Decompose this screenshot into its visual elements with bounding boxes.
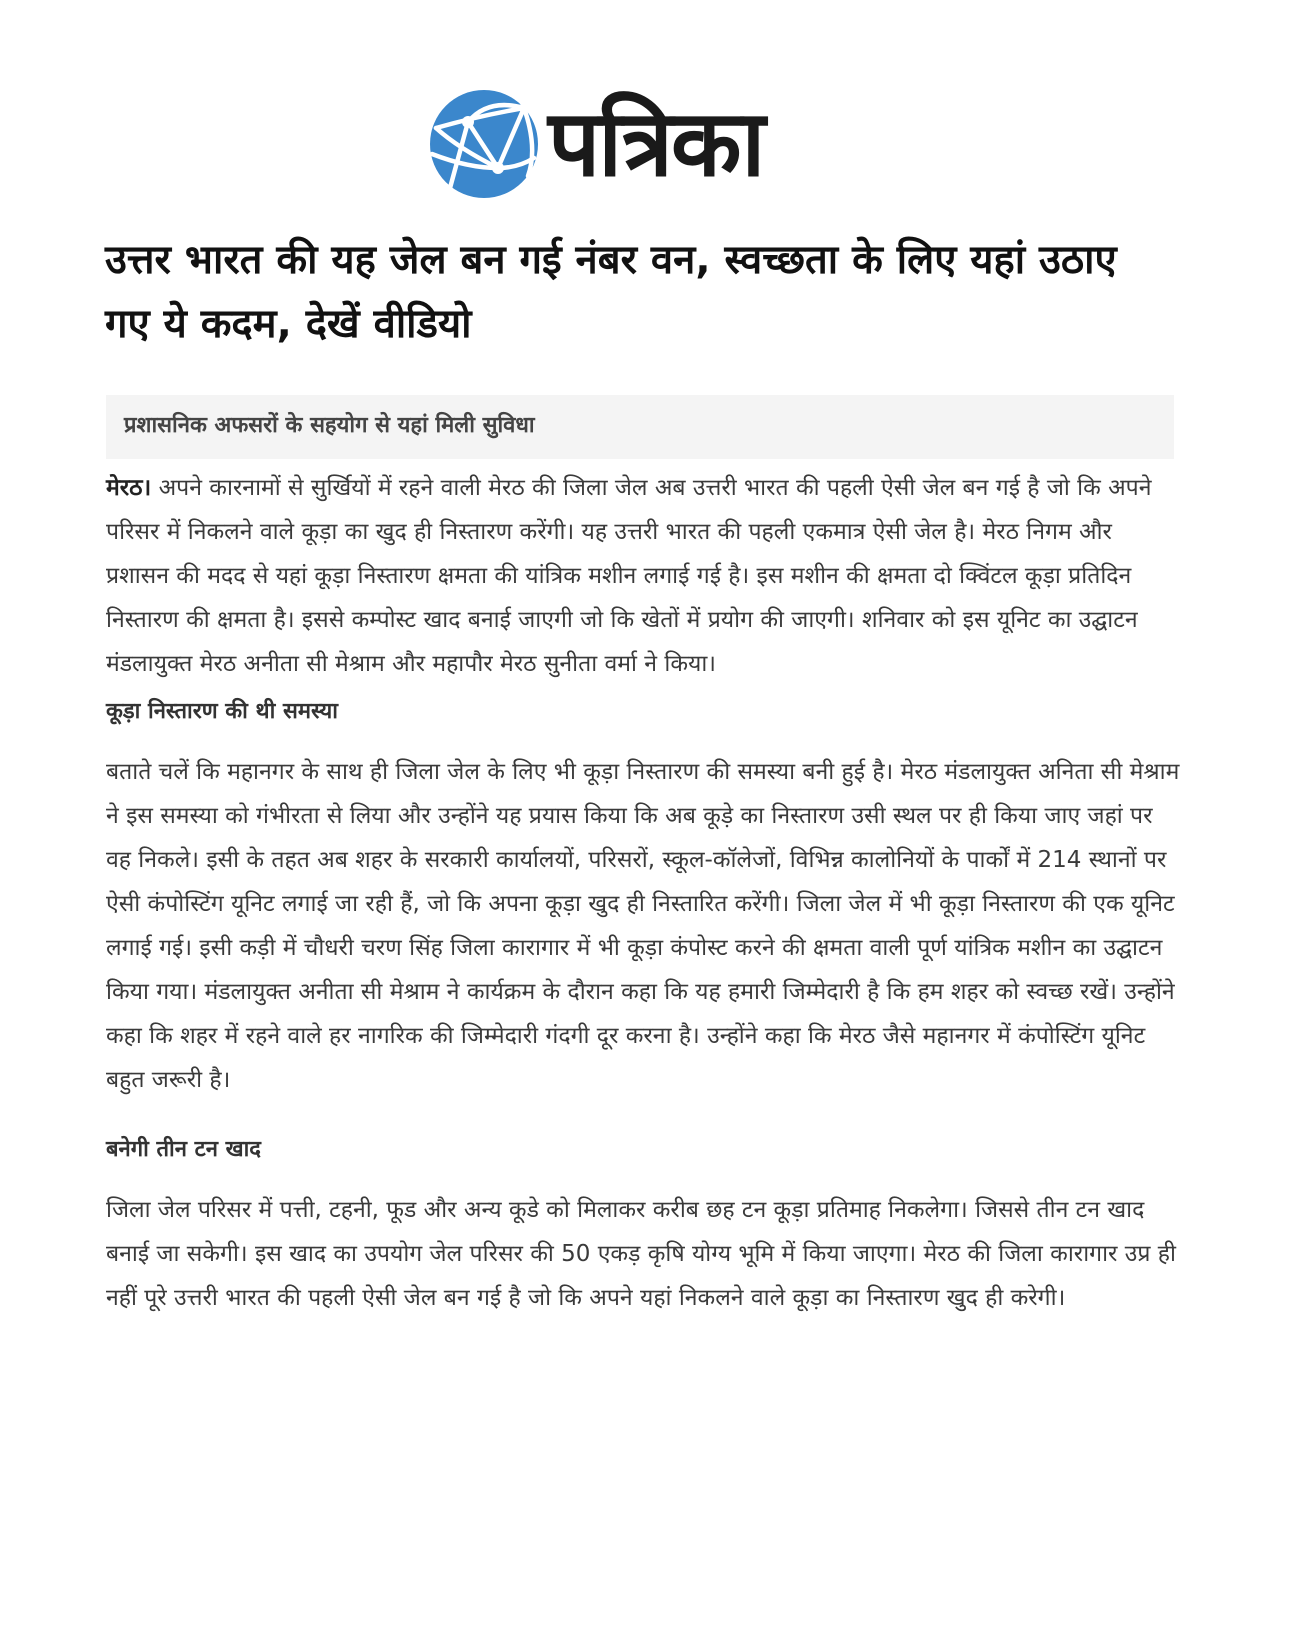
section-paragraph: बताते चलें कि महानगर के साथ ही जिला जेल के लिए भी कूड़ा निस्तारण की समस्या बनी हुई है। मेरठ मंडलायुक्त अनिता सी मेश्राम ने इस समस्या को गंभीरता से लिया और उन्होंने यह प्रयास किया कि अब कूड़े का निस्तारण उसी स्थल पर ही किया जाए जहां पर वह निकले। इसी के तहत अब शहर के सरकारी कार्यालयों, परिसरों, स्कूल-कॉलेजों, विभिन्न कालोनियों के पार्कों में 214 स्थानों पर ऐसी कंपोस्टिंग यूनिट लगाई जा रही हैं, जो कि अपना कूड़ा खुद ही निस्तारित करेंगी। जिला जेल में भी कूड़ा निस्तारण की एक यूनिट लगाई गई। इसी कड़ी में चौधरी चरण सिंह जिला कारागार में भी कूड़ा कंपोस्ट करने की क्षमता वाली पूर्ण यांत्रिक मशीन का उद्घाटन किया गया। मंडलायुक्त अनीता सी मेश्राम ने कार्यक्रम के दौरान कहा कि यह हमारी जिम्मेदारी है कि हम शहर को स्वच्छ रखें। उन्होंने कहा कि शहर में रहने वाले हर नागरिक की जिम्मेदारी गंदगी दूर करना है। उन्होंने कहा कि मेरठ जैसे महानगर में कंपोस्टिंग यूनिट बहुत जरूरी है। <box>106 759 1180 1093</box>
patrika-logo[interactable] <box>428 88 763 200</box>
article-body <box>106 466 1181 1320</box>
section-heading: कूड़ा निस्तारण की थी समस्या <box>106 699 339 724</box>
section-paragraph: जिला जेल परिसर में पत्ती, टहनी, फूड और अन्य कूडे को मिलाकर करीब छह टन कूड़ा प्रतिमाह निकलेगा। जिससे तीन टन खाद बनाई जा सकेगी। इस खाद का उपयोग जेल परिसर की 50 एकड़ कृषि योग्य भूमि में किया जाएगा। मेरठ की जिला कारागार उप्र ही नहीं पूरे उत्तरी भारत की पहली ऐसी जेल बन गई है जो कि अपने यहां निकलने वाले कूड़ा का निस्तारण खुद ही करेगी। <box>106 1197 1176 1311</box>
globe-network-icon <box>428 88 540 200</box>
article-subheadline: प्रशासनिक अफसरों के सहयोग से यहां मिली सुविधा <box>106 395 1174 459</box>
intro-text: अपने कारनामों से सुर्खियों में रहने वाली मेरठ की जिला जेल अब उत्तरी भारत की पहली ऐसी जेल बन गई है जो कि अपने परिसर में निकलने वाले कूड़ा का खुद ही निस्तारण करेंगी। यह उत्तरी भारत की पहली एकमात्र ऐसी जेल है। मेरठ निगम और प्रशासन की मदद से यहां कूड़ा निस्तारण क्षमता की यांत्रिक मशीन लगाई गई है। इस मशीन की क्षमता दो क्विंटल कूड़ा प्रतिदिन निस्तारण की क्षमता है। इससे कम्पोस्ट खाद बनाई जाएगी जो कि खेतों में प्रयोग की जाएगी। शनिवार को इस यूनिट का उद्घाटन मंडलायुक्त मेरठ अनीता सी मेश्राम और महापौर मेरठ सुनीता वर्मा ने किया। <box>106 475 1152 677</box>
article-headline: उत्तर भारत की यह जेल बन गई नंबर वन, स्वच्छता के लिए यहां उठाए गए ये कदम, देखें वीडियो <box>105 237 1117 347</box>
section-heading: बनेगी तीन टन खाद <box>106 1137 261 1162</box>
brand-name: पत्रिका <box>548 90 764 197</box>
dateline: मेरठ। <box>106 475 152 501</box>
intro-paragraph <box>106 466 1181 686</box>
